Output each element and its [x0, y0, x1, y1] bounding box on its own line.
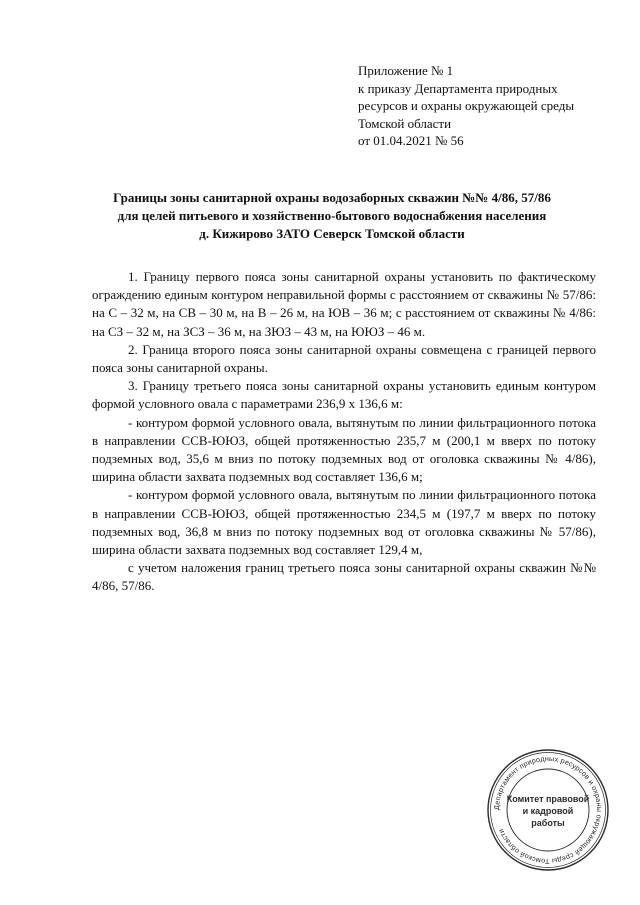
appendix-line: ресурсов и охраны окружающей среды	[358, 98, 575, 113]
document-body	[92, 268, 596, 596]
paragraph-third-belt: 3. Границу третьего пояса зоны санитарной охраны установить единым контуром формой условного овала с параметрами 236,9 х 136,6 м:	[92, 378, 596, 412]
title-line: для целей питьевого и хозяйственно-бытового водоснабжения населения	[117, 208, 547, 223]
paragraph-contour-well-57-86: - контуром формой условного овала, вытянутым по линии фильтрационного потока в направлении ССВ-ЮЮЗ, общей протяженностью 234,5 м (197,7 м вверх по потоку подземных вод, 36,8 м вниз по потоку подземных вод от оголовка скважины № 57/86), ширина области захвата подземных вод составляет 129,4 м,	[92, 487, 596, 558]
appendix-line: к приказу Департамента природных	[358, 80, 558, 96]
paragraph-first-belt: 1. Границу первого пояса зоны санитарной охраны установить по фактическому ограждению единым контуром неправильной формы с расстоянием от скважины № 57/86: на С – 32 м, на СВ – 30 м, на В – 26 м, на ЮВ – 36 м; с расстоянием от скважины № 4/86: на СЗ – 32 м, на ЗСЗ – 36 м, на ЗЮЗ – 43 м, на ЮЮЗ – 46 м.	[92, 269, 596, 339]
paragraph-second-belt: 2. Граница второго пояса зоны санитарной охраны совмещена с границей первого пояса зоны санитарной охраны.	[92, 341, 596, 376]
stamp-ring-text: Департамент природных ресурсов и охраны окружающей среды Томской области	[491, 753, 605, 867]
official-stamp	[484, 746, 612, 874]
title-line: д. Кижирово ЗАТО Северск Томской области	[199, 226, 465, 241]
appendix-line: от 01.04.2021 № 56	[358, 133, 464, 148]
paragraph-overlap-note: с учетом наложения границ третьего пояса зоны санитарной охраны скважин №№ 4/86, 57/86.	[92, 560, 596, 594]
appendix-line: Томской области	[358, 115, 452, 131]
appendix-line: Приложение № 1	[358, 63, 454, 78]
title-line: Границы зоны санитарной охраны водозаборных скважин №№ 4/86, 57/86	[113, 190, 551, 205]
stamp-center-line: Комитет правовой	[506, 794, 590, 804]
stamp-center-line: и кадровой	[522, 806, 574, 816]
paragraph-contour-well-4-86: - контуром формой условного овала, вытянутым по линии фильтрационного потока в направлении ССВ-ЮЮЗ, общей протяженностью 235,7 м (200,1 м вверх по потоку подземных вод, 35,6 м вниз по потоку подземных вод от оголовка скважины № 4/86), ширина области захвата подземных вод составляет 136,6 м;	[92, 414, 596, 485]
stamp-center-line: работы	[531, 818, 565, 828]
document-title	[70, 189, 594, 243]
appendix-header	[358, 62, 608, 150]
